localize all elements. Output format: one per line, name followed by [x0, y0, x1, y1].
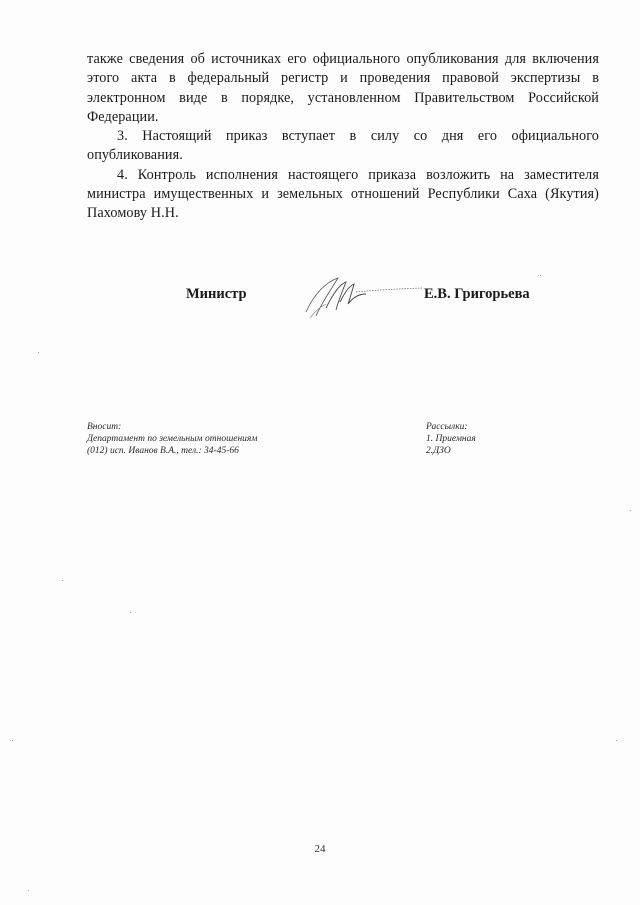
- paragraph-continued: также сведения об источниках его официального опубликования для включения этого акта в федеральный регистр и проведения правовой экспертизы в электронном виде в порядке, установленном Правительством Российской Федерации.: [87, 51, 599, 125]
- scan-speck: [28, 890, 29, 891]
- submitter-block: [87, 421, 257, 457]
- submitter-department: Департамент по земельным отношениям: [87, 434, 258, 444]
- distribution-item-2: 2.ДЗО: [426, 446, 451, 456]
- paragraph-4: 4. Контроль исполнения настоящего приказа возложить на заместителя министра имущественных и земельных отношений Республики Саха (Якутия) Пахомову Н.Н.: [87, 166, 599, 222]
- document-body: [87, 50, 599, 224]
- distribution-item-1: 1. Приемная: [426, 434, 476, 444]
- scan-speck: [12, 740, 13, 741]
- submitter-contact: (012) исп. Иванов В.А., тел.: 34-45-66: [87, 446, 239, 456]
- distribution-label: Рассылки:: [426, 422, 468, 432]
- scan-speck: [540, 275, 541, 276]
- scan-speck: [616, 740, 617, 741]
- signature-block: [0, 286, 640, 326]
- handwritten-signature: [296, 272, 426, 322]
- signatory-name: Е.В. Григорьева: [424, 286, 530, 302]
- scan-speck: [130, 612, 131, 613]
- submitter-label: Вносит:: [87, 422, 122, 432]
- scan-speck: [630, 510, 631, 511]
- scan-speck: [38, 352, 39, 353]
- page-number: 24: [314, 843, 326, 855]
- scan-speck: [62, 580, 63, 581]
- paragraph-3: 3. Настоящий приказ вступает в силу со дня его официального опубликования.: [87, 128, 599, 164]
- distribution-block: [426, 421, 476, 457]
- signatory-title: Министр: [186, 286, 247, 302]
